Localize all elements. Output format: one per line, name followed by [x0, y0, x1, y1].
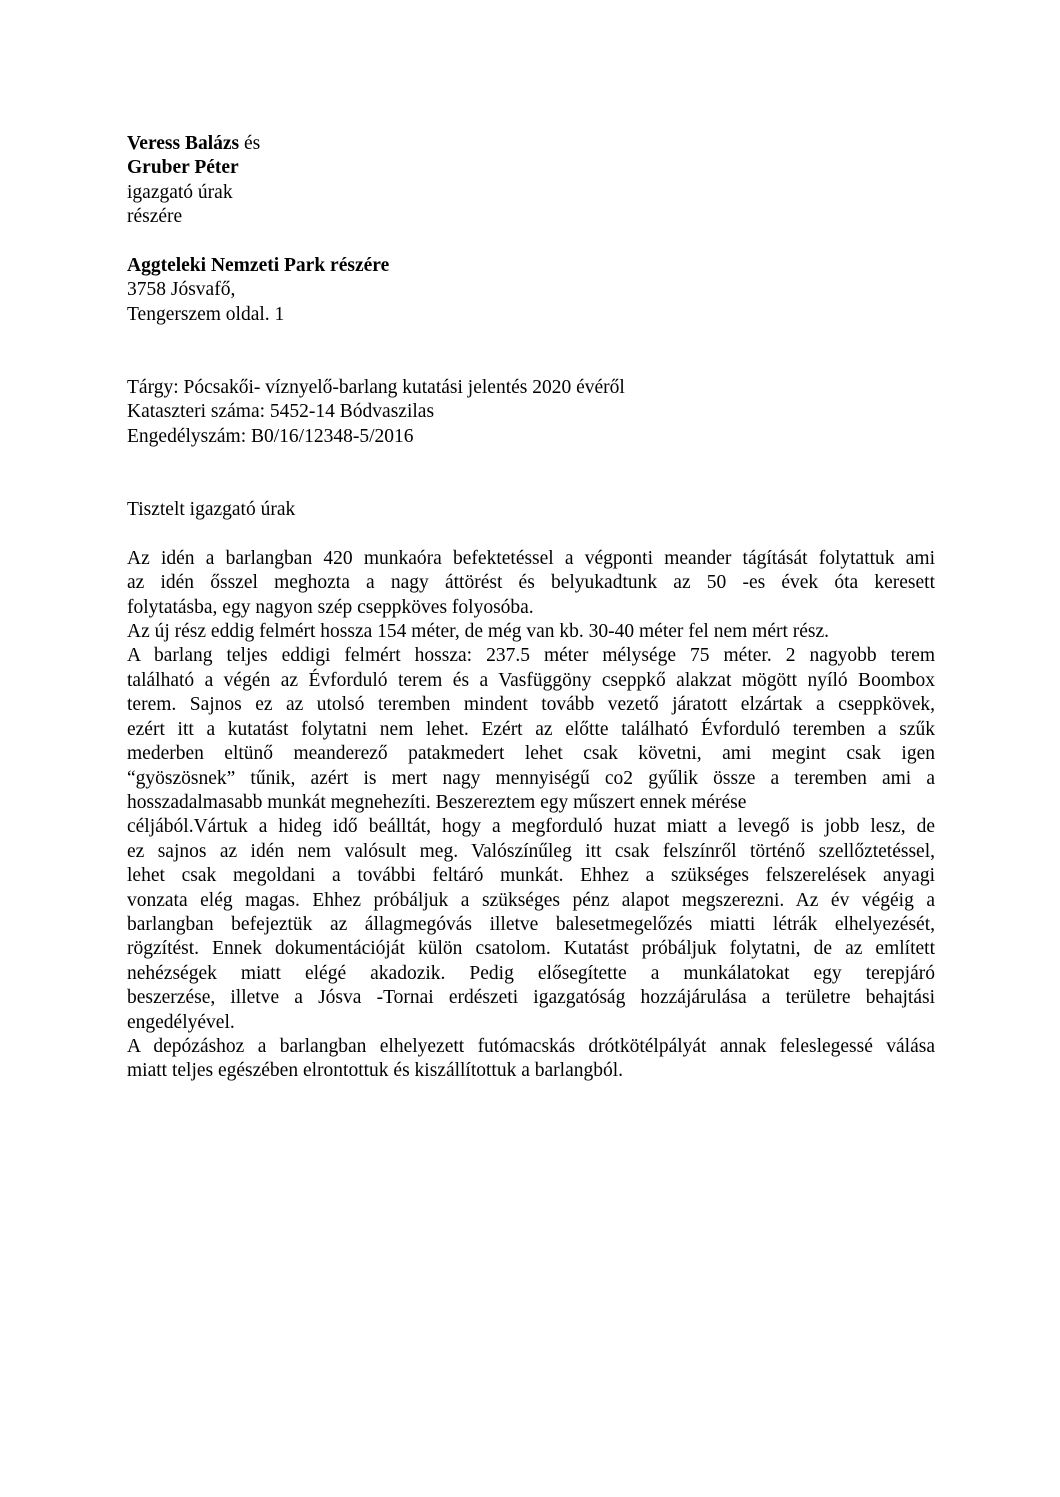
body-line: A barlang teljes eddigi felmért hossza: 237.5 méter mélysége 75 méter. 2 nagyobb terem: [127, 645, 935, 667]
body-line: miatt teljes egészében elrontottuk és kiszállítottuk a barlangból.: [127, 1060, 624, 1082]
body-paragraph: [127, 547, 935, 1084]
organization-city: 3758 Jósvafő,: [127, 279, 236, 301]
organization-name: Aggteleki Nemzeti Park részére: [127, 255, 390, 277]
body-line: nehézségek miatt elégé akadozik. Pedig elősegítette a munkálatokat egy terepjáró: [127, 962, 935, 984]
body-line: az idén ősszel meghozta a nagy áttörést és belyukadtunk az 50 -es évek óta keresett: [127, 572, 935, 594]
body-line: Az új rész eddig felmért hossza 154 méter, de még van kb. 30-40 méter fel nem mért rész.: [127, 621, 830, 643]
body-line: lehet csak megoldani a további feltáró munkát. Ehhez a szükséges felszerelések anyagi: [127, 865, 935, 887]
recipient-name-2: Gruber Péter: [127, 157, 239, 179]
body-line: található a végén az Évforduló terem és a Vasfüggöny cseppkő alakzat mögött nyíló Boombox: [127, 669, 935, 691]
recipient-conjunction: és: [239, 133, 261, 154]
salutation: Tisztelt igazgató úrak: [127, 499, 296, 521]
permit-number: Engedélyszám: B0/16/12348-5/2016: [127, 425, 414, 447]
body-line: A depózáshoz a barlangban elhelyezett futómacskás drótkötélpályát annak feleslegessé válása: [127, 1035, 935, 1057]
body-line: terem. Sajnos ez az utolsó teremben mindent tovább vezető járatott elzártak a cseppkövek,: [127, 694, 935, 716]
body-line: beszerzése, illetve a Jósva -Tornai erdészeti igazgatóság hozzájárulása a területre behajtási: [127, 987, 935, 1009]
body-line: ez sajnos az idén nem valósult meg. Valószínűleg itt csak felszínről történő szellőztetéssel,: [127, 840, 935, 862]
body-line: hosszadalmasabb munkát megnehezíti. Beszereztem egy műszert ennek mérése: [127, 791, 747, 813]
recipient-name-1: Veress Balázs: [127, 133, 240, 154]
recipient-line-1: [127, 132, 935, 156]
body-line: mederben eltünő meanderező patakmedert lehet csak követni, ami megint csak igen: [127, 743, 935, 765]
body-line: Az idén a barlangban 420 munkaóra befektetéssel a végponti meander tágítását folytattuk ami: [127, 547, 935, 569]
body-line: rögzítést. Ennek dokumentációját külön csatolom. Kutatást próbáljuk folytatni, de az említett: [127, 938, 935, 960]
letter-content: [127, 132, 935, 1084]
recipient-title: igazgató úrak: [127, 181, 233, 203]
body-line: “gyöszösnek” tűnik, azért is mert nagy mennyiségű co2 gyűlik össze a teremben ami a: [127, 767, 935, 789]
body-line: folytatásba, egy nagyon szép cseppköves folyosóba.: [127, 596, 534, 618]
organization-street: Tengerszem oldal. 1: [127, 303, 285, 325]
cadastral-number: Kataszteri száma: 5452-14 Bódvaszilas: [127, 401, 435, 423]
body-line: vonzata elég magas. Ehhez próbáljuk a szükséges pénz alapot megszerezni. Az év végéig a: [127, 889, 935, 911]
subject-line: Tárgy: Pócsakői- víznyelő-barlang kutatási jelentés 2020 évéről: [127, 377, 625, 399]
body-line: céljából.Vártuk a hideg idő beálltát, hogy a megforduló huzat miatt a levegő is jobb lesz, de: [127, 816, 935, 838]
body-line: ezért itt a kutatást folytatni nem lehet. Ezért az előtte található Évforduló teremben a szűk: [127, 718, 935, 740]
body-line: barlangban befejeztük az állagmegóvás illetve balesetmegelőzés miatti létrák elhelyezését,: [127, 913, 935, 935]
recipient-for: részére: [127, 206, 183, 228]
body-line: engedélyével.: [127, 1011, 235, 1033]
